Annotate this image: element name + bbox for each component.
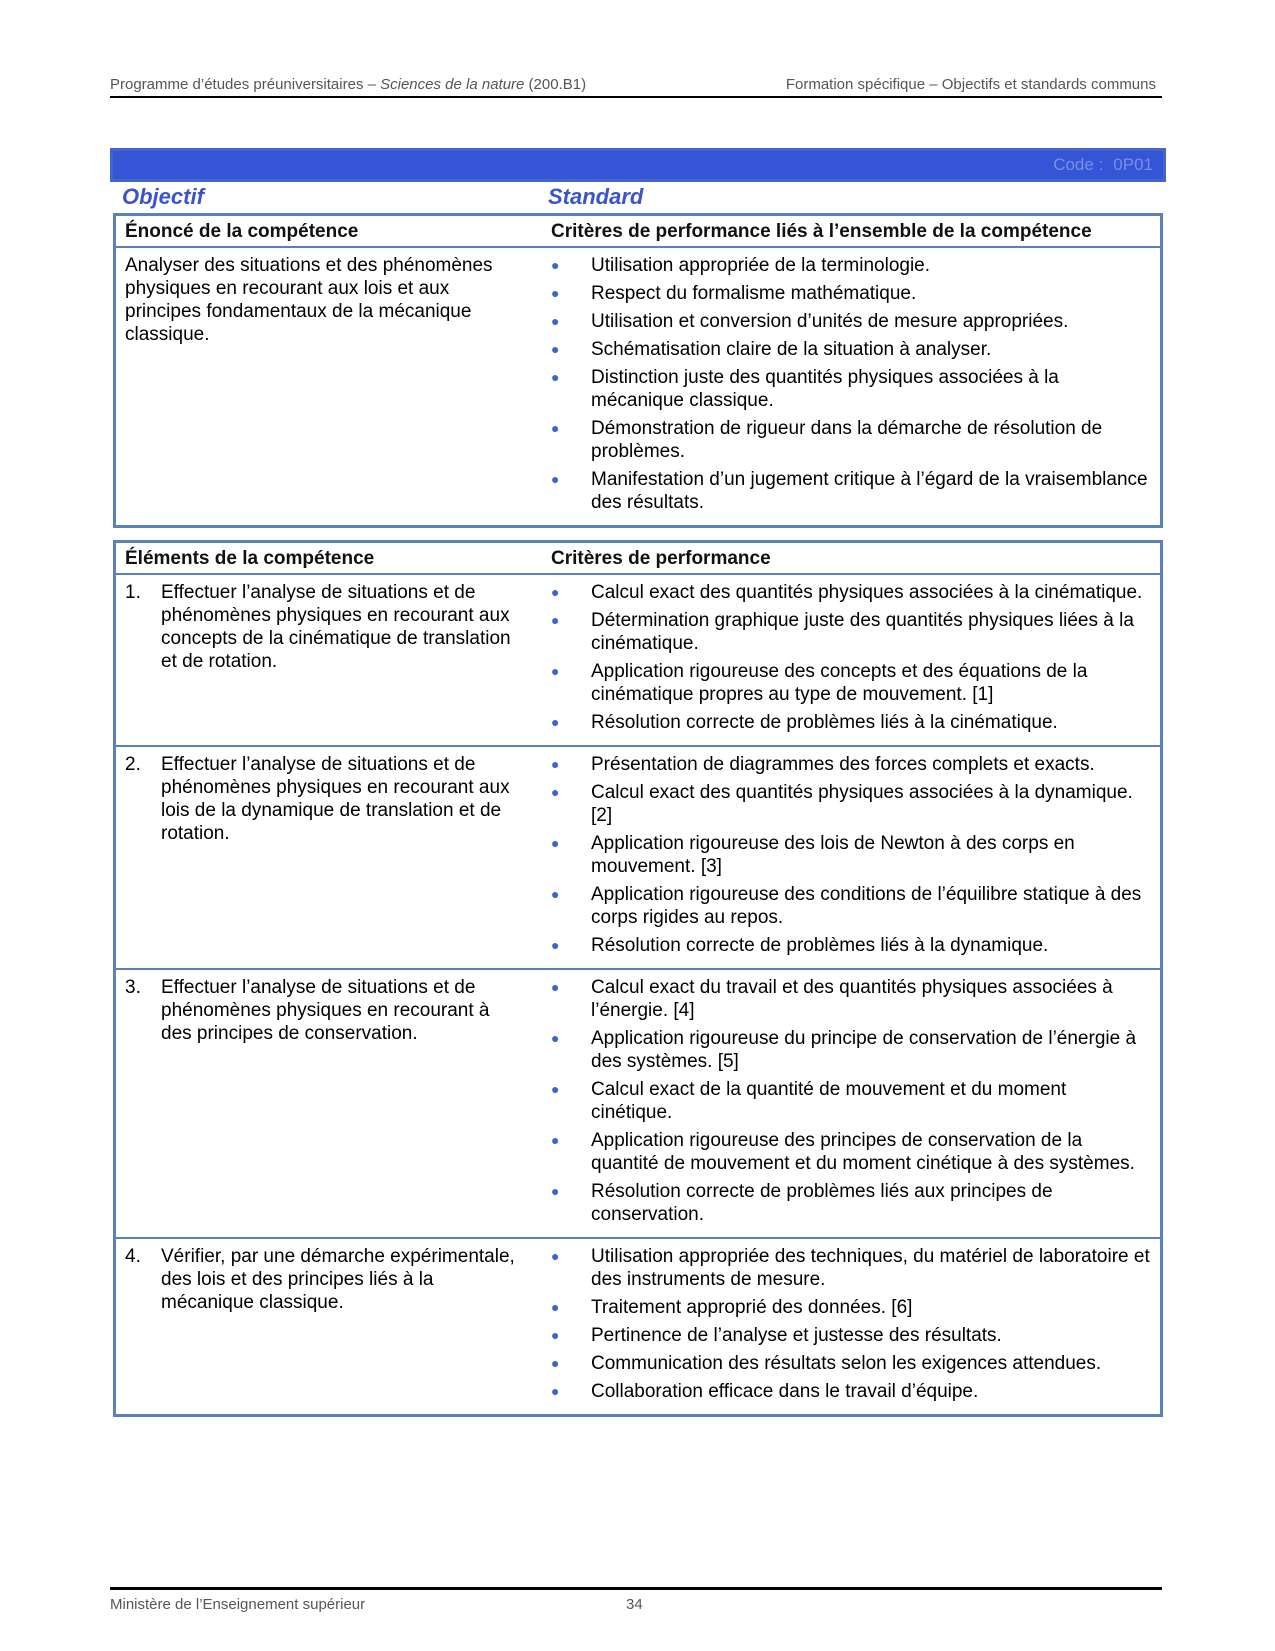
header-program-prefix: Programme d’études préuniversitaires –	[110, 76, 381, 93]
criterion-text: Démonstration de rigueur dans la démarche de résolution de problèmes.	[591, 418, 1103, 462]
criterion-item	[551, 254, 1150, 277]
bullet-icon: ●	[551, 420, 560, 436]
criterion-item	[551, 976, 1150, 1022]
criterion-text: Présentation de diagrammes des forces complets et exacts.	[591, 754, 1095, 775]
bullet-icon: ●	[551, 756, 560, 772]
bullet-icon: ●	[551, 1132, 560, 1148]
criterion-item	[551, 832, 1150, 878]
element-text: Effectuer l’analyse de situations et de phénomènes physiques en recourant à des principes de conservation.	[161, 977, 490, 1044]
bullet-icon: ●	[551, 663, 560, 679]
criterion-text: Communication des résultats selon les exigences attendues.	[591, 1353, 1102, 1374]
competence-row	[116, 248, 1160, 525]
bullet-icon: ●	[551, 1327, 560, 1343]
criterion-item	[551, 468, 1150, 514]
code-value: 0P01	[1113, 155, 1153, 174]
bullet-icon: ●	[551, 784, 560, 800]
bullet-icon: ●	[551, 313, 560, 329]
header-program-suffix: (200.B1)	[524, 76, 587, 93]
enonce-text: Analyser des situations et des phénomènes physiques en recourant aux lois et aux principes fondamentaux de la mécanique classique.	[125, 255, 493, 345]
element-row	[116, 575, 1160, 745]
criterion-item	[551, 581, 1150, 604]
element-criteria-list	[546, 1239, 1160, 1414]
header-program-italic: Sciences de la nature	[380, 76, 525, 93]
criterion-text: Utilisation appropriée de la terminologie.	[591, 255, 931, 276]
element-text: Vérifier, par une démarche expérimentale, des lois et des principes liés à la mécanique classique.	[161, 1246, 515, 1313]
criterion-text: Manifestation d’un jugement critique à l’égard de la vraisemblance des résultats.	[591, 469, 1148, 513]
bullet-icon: ●	[551, 1248, 560, 1264]
page-number: 34	[626, 1596, 643, 1613]
criterion-item	[551, 1352, 1150, 1375]
bullet-icon: ●	[551, 612, 560, 628]
element-number: 3.	[125, 977, 141, 998]
element-criteria-list	[546, 747, 1160, 968]
criterion-text: Résolution correcte de problèmes liés à la dynamique.	[591, 935, 1049, 956]
element-number: 4.	[125, 1246, 141, 1267]
criterion-item	[551, 1078, 1150, 1124]
enonce-cell	[116, 248, 546, 525]
header-program-title	[110, 76, 586, 93]
standard-title: Standard	[548, 184, 644, 209]
elements-table-header	[116, 543, 1160, 575]
criterion-text: Collaboration efficace dans le travail d’équipe.	[591, 1381, 979, 1402]
criterion-item	[551, 753, 1150, 776]
criterion-text: Application rigoureuse du principe de conservation de l’énergie à des systèmes. [5]	[591, 1028, 1137, 1072]
criterion-item	[551, 781, 1150, 827]
bullet-icon: ●	[551, 1383, 560, 1399]
element-cell	[116, 970, 546, 1237]
bullet-icon: ●	[551, 1299, 560, 1315]
criterion-text: Distinction juste des quantités physiques associées à la mécanique classique.	[591, 367, 1059, 411]
criterion-text: Traitement approprié des données. [6]	[591, 1297, 913, 1318]
bullet-icon: ●	[551, 1030, 560, 1046]
element-row	[116, 745, 1160, 968]
element-row	[116, 1237, 1160, 1414]
criterion-item	[551, 883, 1150, 929]
criterion-item	[551, 934, 1150, 957]
criterion-text: Utilisation appropriée des techniques, du matériel de laboratoire et des instruments de mesure.	[591, 1246, 1150, 1290]
page-header	[110, 74, 1162, 98]
course-code	[1053, 155, 1153, 175]
criterion-item	[551, 609, 1150, 655]
code-label: Code :	[1053, 155, 1104, 174]
objectif-title: Objectif	[122, 184, 204, 209]
criterion-text: Résolution correcte de problèmes liés aux principes de conservation.	[591, 1181, 1053, 1225]
bullet-icon: ●	[551, 584, 560, 600]
element-text: Effectuer l’analyse de situations et de phénomènes physiques en recourant aux lois de la dynamique de translation et de rotation.	[161, 754, 510, 844]
bullet-icon: ●	[551, 257, 560, 273]
element-cell	[116, 747, 546, 968]
criterion-text: Calcul exact du travail et des quantités physiques associées à l’énergie. [4]	[591, 977, 1113, 1021]
element-criteria-list	[546, 575, 1160, 745]
footer-ministry: Ministère de l’Enseignement supérieur	[110, 1596, 366, 1613]
competence-table	[113, 213, 1163, 528]
criterion-text: Application rigoureuse des conditions de l’équilibre statique à des corps rigides au repos.	[591, 884, 1142, 928]
element-number: 2.	[125, 754, 141, 775]
competence-criteria-list	[546, 248, 1160, 525]
element-number: 1.	[125, 582, 141, 603]
criterion-text: Pertinence de l’analyse et justesse des résultats.	[591, 1325, 1002, 1346]
criterion-text: Schématisation claire de la situation à analyser.	[591, 339, 992, 360]
bullet-icon: ●	[551, 714, 560, 730]
criterion-text: Application rigoureuse des concepts et des équations de la cinématique propres au type de mouvement. [1]	[591, 661, 1088, 705]
criteria-overall-header: Critères de performance liés à l’ensemble de la compétence	[551, 221, 1092, 242]
criterion-text: Détermination graphique juste des quantités physiques liées à la cinématique.	[591, 610, 1134, 654]
criteria-header: Critères de performance	[551, 548, 771, 569]
criterion-text: Calcul exact des quantités physiques associées à la cinématique.	[591, 582, 1143, 603]
element-cell	[116, 1239, 546, 1414]
bullet-icon: ●	[551, 886, 560, 902]
criterion-item	[551, 1296, 1150, 1319]
bullet-icon: ●	[551, 979, 560, 995]
bullet-icon: ●	[551, 1355, 560, 1371]
elements-header: Éléments de la compétence	[125, 548, 375, 569]
header-section-title: Formation spécifique – Objectifs et standards communs	[785, 76, 1156, 93]
criterion-text: Respect du formalisme mathématique.	[591, 283, 917, 304]
criterion-item	[551, 1027, 1150, 1073]
bullet-icon: ●	[551, 937, 560, 953]
element-row	[116, 968, 1160, 1237]
criterion-item	[551, 417, 1150, 463]
element-criteria-list	[546, 970, 1160, 1237]
criterion-item	[551, 310, 1150, 333]
competence-table-header	[116, 216, 1160, 248]
elements-table	[113, 540, 1163, 1417]
criterion-item	[551, 1380, 1150, 1403]
criterion-item	[551, 338, 1150, 361]
bullet-icon: ●	[551, 1183, 560, 1199]
criterion-item	[551, 1245, 1150, 1291]
criterion-text: Calcul exact de la quantité de mouvement et du moment cinétique.	[591, 1079, 1067, 1123]
element-text: Effectuer l’analyse de situations et de phénomènes physiques en recourant aux concepts de la cinématique de translation et de rotation.	[161, 582, 511, 672]
code-band	[113, 151, 1163, 179]
bullet-icon: ●	[551, 285, 560, 301]
bullet-icon: ●	[551, 835, 560, 851]
criterion-text: Calcul exact des quantités physiques associées à la dynamique. [2]	[591, 782, 1133, 826]
bullet-icon: ●	[551, 369, 560, 385]
criterion-item	[551, 1180, 1150, 1226]
criterion-item	[551, 366, 1150, 412]
bullet-icon: ●	[551, 341, 560, 357]
page-footer	[110, 1587, 1162, 1613]
criterion-item	[551, 711, 1150, 734]
criterion-text: Application rigoureuse des lois de Newton à des corps en mouvement. [3]	[591, 833, 1075, 877]
criterion-item	[551, 1129, 1150, 1175]
criterion-item	[551, 282, 1150, 305]
criterion-text: Utilisation et conversion d’unités de mesure appropriées.	[591, 311, 1069, 332]
criterion-text: Application rigoureuse des principes de conservation de la quantité de mouvement et du moment cinétique à des systèmes.	[591, 1130, 1135, 1174]
bullet-icon: ●	[551, 1081, 560, 1097]
bullet-icon: ●	[551, 471, 560, 487]
criterion-item	[551, 1324, 1150, 1347]
elements-rows	[116, 575, 1160, 1414]
element-cell	[116, 575, 546, 745]
enonce-header: Énoncé de la compétence	[125, 221, 359, 242]
criterion-item	[551, 660, 1150, 706]
criterion-text: Résolution correcte de problèmes liés à la cinématique.	[591, 712, 1058, 733]
